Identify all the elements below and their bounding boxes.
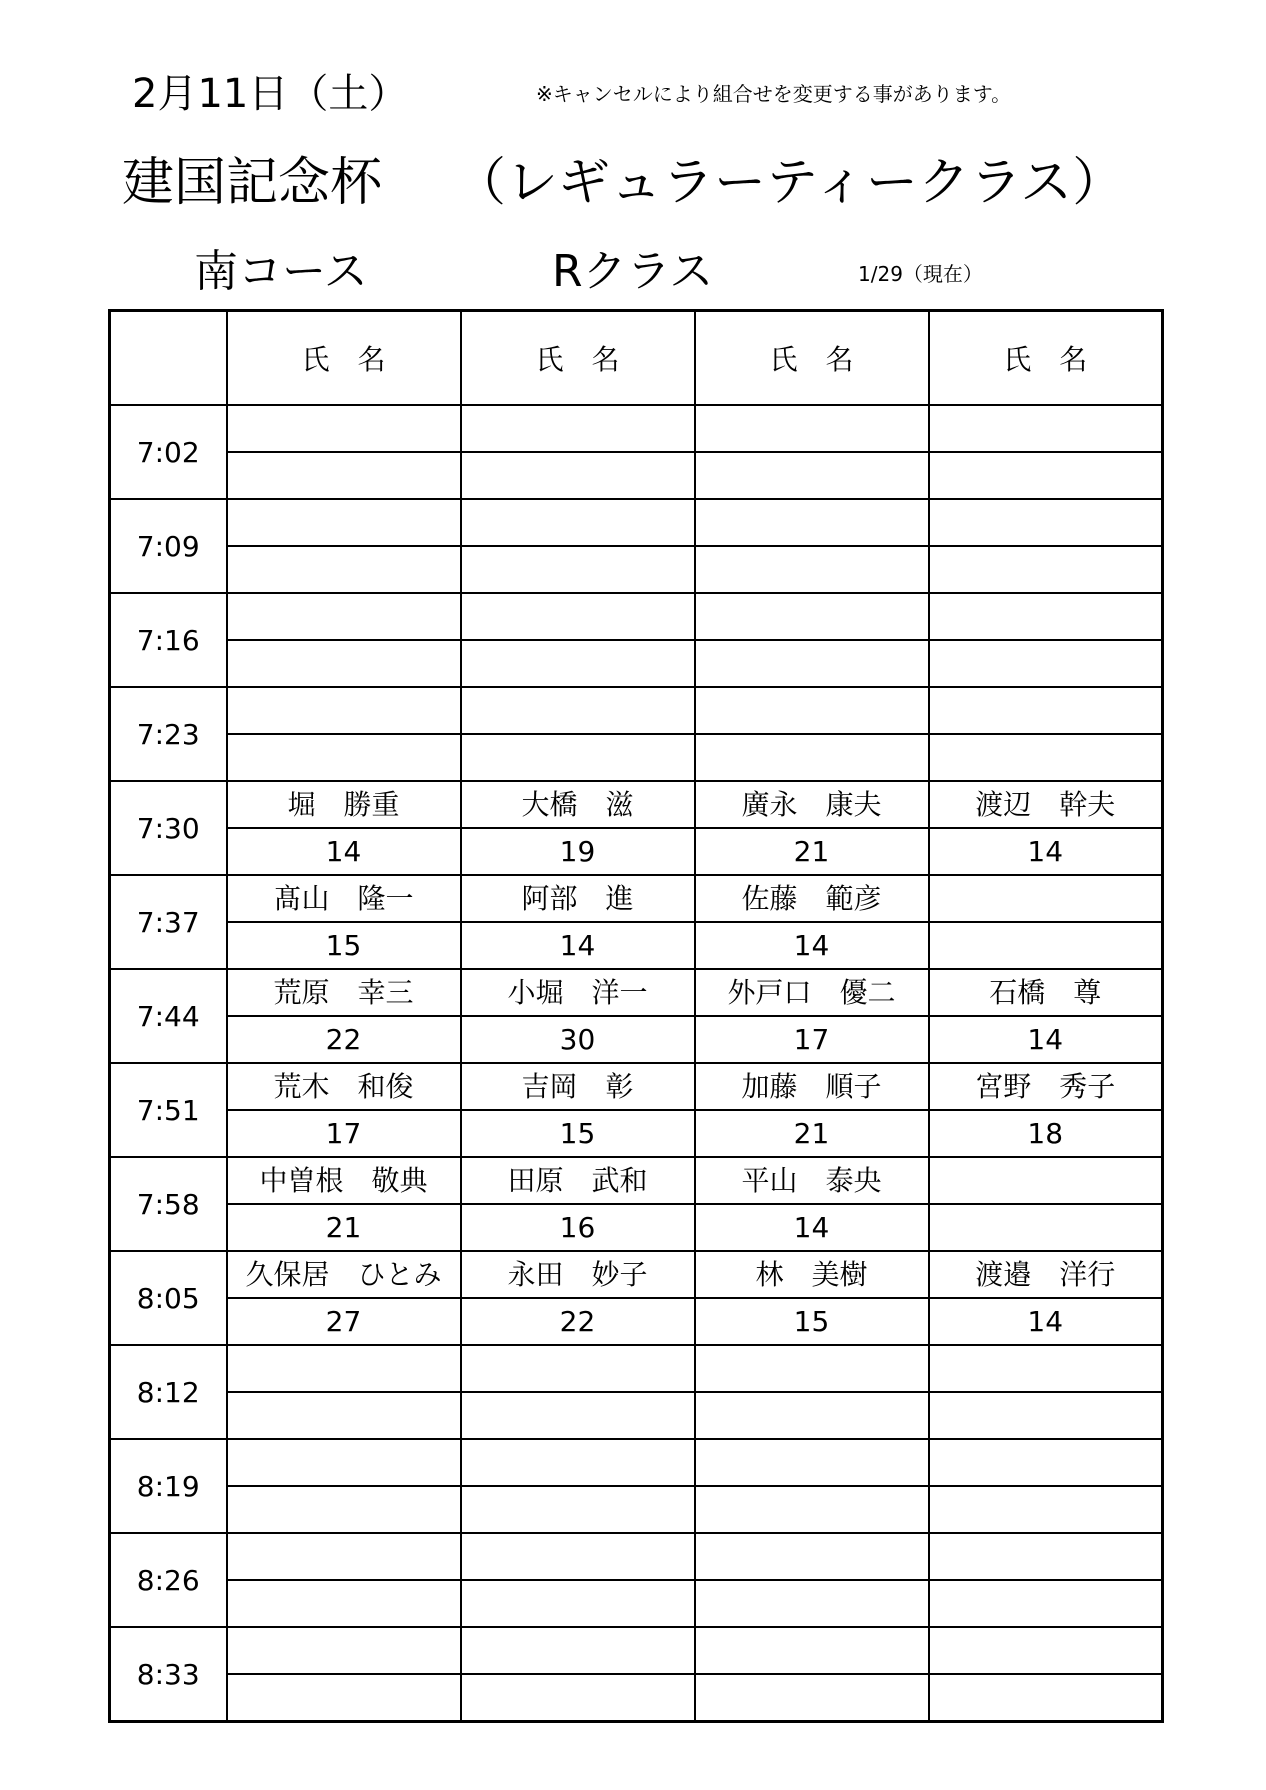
player-name: 平山 泰央 <box>695 1157 929 1204</box>
player-handicap <box>929 452 1163 499</box>
player-name <box>929 1157 1163 1204</box>
player-name <box>461 593 695 640</box>
player-handicap <box>695 734 929 781</box>
slot-row-name <box>110 1157 1163 1204</box>
player-name <box>461 1533 695 1580</box>
player-name <box>461 687 695 734</box>
slot-row-name <box>110 1627 1163 1674</box>
player-name <box>695 687 929 734</box>
player-handicap <box>227 1486 461 1533</box>
player-handicap <box>461 1486 695 1533</box>
player-name <box>695 499 929 546</box>
player-name <box>695 1627 929 1674</box>
slot-row-handicap <box>110 1110 1163 1157</box>
player-name <box>695 1439 929 1486</box>
slot-row-handicap <box>110 1674 1163 1722</box>
player-handicap <box>929 1392 1163 1439</box>
slot-row-name <box>110 1439 1163 1486</box>
slot-row-handicap <box>110 1580 1163 1627</box>
player-name: 廣永 康夫 <box>695 781 929 828</box>
slot-row-name <box>110 1063 1163 1110</box>
player-handicap: 27 <box>227 1298 461 1345</box>
player-name <box>695 593 929 640</box>
as-of-date: 1/29（現在） <box>858 262 983 286</box>
player-name <box>461 499 695 546</box>
slot-row-handicap <box>110 1298 1163 1345</box>
player-handicap <box>227 734 461 781</box>
player-name: 荒木 和俊 <box>227 1063 461 1110</box>
player-name <box>227 1439 461 1486</box>
player-handicap: 22 <box>461 1298 695 1345</box>
slot-row-handicap <box>110 452 1163 499</box>
player-name <box>461 1345 695 1392</box>
player-handicap <box>461 1392 695 1439</box>
player-handicap <box>695 1392 929 1439</box>
player-handicap: 18 <box>929 1110 1163 1157</box>
tee-time: 7:16 <box>110 593 227 687</box>
player-handicap <box>695 452 929 499</box>
player-handicap <box>227 640 461 687</box>
player-name <box>929 1439 1163 1486</box>
player-name: 堀 勝重 <box>227 781 461 828</box>
player-handicap: 21 <box>695 828 929 875</box>
player-name <box>929 593 1163 640</box>
player-name <box>227 1533 461 1580</box>
player-name: 阿部 進 <box>461 875 695 922</box>
player-name <box>461 1627 695 1674</box>
name-header: 氏 名 <box>461 311 695 406</box>
player-name: 髙山 隆一 <box>227 875 461 922</box>
slot-row-name <box>110 781 1163 828</box>
tee-time: 7:09 <box>110 499 227 593</box>
player-name <box>227 405 461 452</box>
player-name: 渡邉 洋行 <box>929 1251 1163 1298</box>
slot-row-name <box>110 969 1163 1016</box>
player-name: 宮野 秀子 <box>929 1063 1163 1110</box>
slot-row-handicap <box>110 640 1163 687</box>
player-handicap <box>929 640 1163 687</box>
player-handicap: 21 <box>227 1204 461 1251</box>
player-handicap <box>461 452 695 499</box>
player-name: 外戸口 優二 <box>695 969 929 1016</box>
slot-row-handicap <box>110 734 1163 781</box>
player-handicap <box>929 734 1163 781</box>
player-handicap <box>695 546 929 593</box>
tee-time: 8:33 <box>110 1627 227 1722</box>
slot-row-name <box>110 1533 1163 1580</box>
player-handicap: 15 <box>461 1110 695 1157</box>
player-handicap <box>695 640 929 687</box>
class-label: Rクラス <box>552 246 714 297</box>
player-handicap: 15 <box>695 1298 929 1345</box>
player-handicap <box>461 546 695 593</box>
player-handicap: 15 <box>227 922 461 969</box>
slot-row-handicap <box>110 1016 1163 1063</box>
player-name <box>929 875 1163 922</box>
player-handicap <box>929 922 1163 969</box>
player-handicap: 14 <box>695 1204 929 1251</box>
slot-row-handicap <box>110 922 1163 969</box>
player-name: 中曽根 敬典 <box>227 1157 461 1204</box>
player-handicap: 14 <box>929 828 1163 875</box>
slot-row-handicap <box>110 546 1163 593</box>
player-handicap: 14 <box>227 828 461 875</box>
tee-time: 7:58 <box>110 1157 227 1251</box>
player-handicap <box>461 1674 695 1722</box>
tee-time: 7:02 <box>110 405 227 499</box>
player-name <box>695 1533 929 1580</box>
player-name: 吉岡 彰 <box>461 1063 695 1110</box>
player-name: 田原 武和 <box>461 1157 695 1204</box>
player-name: 渡辺 幹夫 <box>929 781 1163 828</box>
slot-row-name <box>110 1251 1163 1298</box>
player-handicap: 14 <box>929 1016 1163 1063</box>
player-handicap: 17 <box>695 1016 929 1063</box>
tee-time: 8:12 <box>110 1345 227 1439</box>
slot-row-handicap <box>110 1204 1163 1251</box>
player-name: 加藤 順子 <box>695 1063 929 1110</box>
slot-row-handicap <box>110 1486 1163 1533</box>
slot-row-name <box>110 405 1163 452</box>
date-heading: 2月11日（土） <box>132 71 409 117</box>
tee-time: 7:37 <box>110 875 227 969</box>
tee-time: 7:51 <box>110 1063 227 1157</box>
cancellation-notice: ※キャンセルにより組合せを変更する事があります。 <box>536 82 1012 106</box>
name-header: 氏 名 <box>695 311 929 406</box>
slot-row-name <box>110 875 1163 922</box>
player-handicap <box>227 1580 461 1627</box>
player-name: 大橋 滋 <box>461 781 695 828</box>
player-handicap <box>227 1674 461 1722</box>
player-name: 荒原 幸三 <box>227 969 461 1016</box>
player-handicap: 30 <box>461 1016 695 1063</box>
player-name: 久保居 ひとみ <box>227 1251 461 1298</box>
player-handicap <box>695 1674 929 1722</box>
player-handicap <box>929 546 1163 593</box>
tee-time: 7:44 <box>110 969 227 1063</box>
name-header: 氏 名 <box>227 311 461 406</box>
player-handicap <box>461 640 695 687</box>
player-name: 永田 妙子 <box>461 1251 695 1298</box>
player-name <box>461 405 695 452</box>
tee-time: 8:05 <box>110 1251 227 1345</box>
header-row <box>110 311 1163 406</box>
player-handicap: 14 <box>929 1298 1163 1345</box>
player-handicap: 21 <box>695 1110 929 1157</box>
name-header: 氏 名 <box>929 311 1163 406</box>
player-name <box>227 593 461 640</box>
tournament-title <box>122 148 1124 218</box>
player-name: 小堀 洋一 <box>461 969 695 1016</box>
player-handicap: 16 <box>461 1204 695 1251</box>
player-name: 林 美樹 <box>695 1251 929 1298</box>
slot-row-name <box>110 687 1163 734</box>
player-name: 佐藤 範彦 <box>695 875 929 922</box>
player-handicap: 19 <box>461 828 695 875</box>
player-handicap <box>461 1580 695 1627</box>
player-name <box>929 1533 1163 1580</box>
player-name <box>929 405 1163 452</box>
player-name <box>929 687 1163 734</box>
player-name: 石橋 尊 <box>929 969 1163 1016</box>
player-handicap <box>929 1204 1163 1251</box>
player-name <box>695 1345 929 1392</box>
player-handicap: 17 <box>227 1110 461 1157</box>
course-name: 南コース <box>194 246 368 297</box>
player-handicap: 14 <box>695 922 929 969</box>
tee-time: 8:19 <box>110 1439 227 1533</box>
player-name <box>695 405 929 452</box>
player-name <box>461 1439 695 1486</box>
player-name <box>929 1345 1163 1392</box>
player-handicap <box>227 452 461 499</box>
player-handicap <box>695 1580 929 1627</box>
player-handicap <box>929 1486 1163 1533</box>
player-handicap: 14 <box>461 922 695 969</box>
player-name <box>929 1627 1163 1674</box>
player-name <box>227 1345 461 1392</box>
tournament-name: 建国記念杯 <box>122 153 383 213</box>
slot-row-handicap <box>110 1392 1163 1439</box>
player-name <box>227 687 461 734</box>
tee-time: 7:30 <box>110 781 227 875</box>
player-name <box>227 499 461 546</box>
pairing-table <box>108 309 1164 1723</box>
player-handicap: 22 <box>227 1016 461 1063</box>
player-handicap <box>227 546 461 593</box>
player-handicap <box>695 1486 929 1533</box>
time-header <box>110 311 227 406</box>
slot-row-name <box>110 1345 1163 1392</box>
player-name <box>227 1627 461 1674</box>
tee-class: （レギュラーティークラス） <box>454 153 1125 213</box>
slot-row-name <box>110 499 1163 546</box>
tee-time: 7:23 <box>110 687 227 781</box>
player-handicap <box>227 1392 461 1439</box>
player-name <box>929 499 1163 546</box>
tee-time: 8:26 <box>110 1533 227 1627</box>
slot-row-name <box>110 593 1163 640</box>
player-handicap <box>929 1674 1163 1722</box>
player-handicap <box>461 734 695 781</box>
player-handicap <box>929 1580 1163 1627</box>
slot-row-handicap <box>110 828 1163 875</box>
